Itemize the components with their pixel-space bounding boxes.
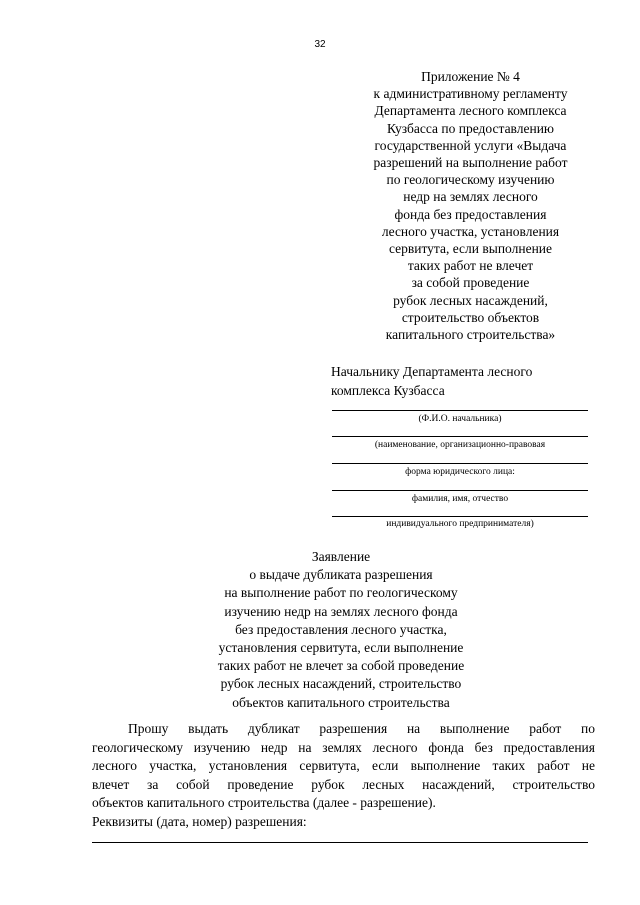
title-line: изучению недр на землях лесного фонда bbox=[224, 603, 458, 619]
appendix-line: Кузбасса по предоставлению bbox=[386, 120, 555, 136]
paragraph-line: объектов капитального строительства (далее - разрешение). bbox=[92, 795, 436, 810]
appendix-line: сервитута, если выполнение bbox=[388, 241, 553, 257]
field-caption: (Ф.И.О. начальника) bbox=[418, 414, 502, 424]
appendix-line: за собой проведение bbox=[411, 275, 530, 291]
organization-name-field[interactable] bbox=[332, 436, 588, 437]
paragraph-line: геологическому изучению недр на землях лесного фонда без предоставления bbox=[92, 739, 595, 755]
paragraph-line: влечет за собой проведение рубок лесных насаждений, строительство bbox=[92, 776, 595, 792]
head-name-field[interactable] bbox=[332, 410, 588, 411]
application-title bbox=[130, 548, 552, 712]
title-line: таких работ не влечет за собой проведение bbox=[217, 658, 465, 674]
full-name-field[interactable] bbox=[332, 490, 588, 491]
entrepreneur-field[interactable] bbox=[332, 516, 588, 517]
addressee-line: Начальнику Департамента лесного bbox=[331, 364, 533, 379]
title-line: на выполнение работ по геологическому bbox=[224, 585, 458, 601]
requisites-field[interactable] bbox=[92, 842, 588, 843]
appendix-line: по геологическому изучению bbox=[386, 172, 555, 188]
paragraph-line: Прошу выдать дубликат разрешения на выполнение работ по bbox=[128, 721, 595, 736]
appendix-line: недр на землях лесного bbox=[403, 189, 538, 205]
title-line: объектов капитального строительства bbox=[232, 694, 450, 710]
title-line: без предоставления лесного участка, bbox=[235, 621, 447, 637]
appendix-line: фонда без предоставления bbox=[394, 206, 547, 222]
addressee-block bbox=[331, 362, 532, 400]
field-caption: фамилия, имя, отчество bbox=[411, 494, 509, 504]
title-heading: Заявление bbox=[311, 549, 371, 564]
appendix-line: государственной услуги «Выдача bbox=[374, 137, 567, 153]
addressee-line: комплекса Кузбасса bbox=[331, 383, 445, 398]
appendix-line: капитального строительства» bbox=[385, 327, 556, 343]
appendix-title: Приложение № 4 bbox=[421, 69, 520, 84]
appendix-header bbox=[343, 68, 598, 343]
legal-form-field[interactable] bbox=[332, 463, 588, 464]
appendix-line: таких работ не влечет bbox=[407, 258, 534, 274]
appendix-line: строительство объектов bbox=[401, 309, 540, 325]
requisites-label: Реквизиты (дата, номер) разрешения: bbox=[92, 813, 307, 829]
page-number: 32 bbox=[314, 39, 326, 50]
field-caption: (наименование, организационно-правовая bbox=[374, 440, 546, 450]
appendix-line: лесного участка, установления bbox=[381, 223, 560, 239]
title-line: рубок лесных насаждений, строительство bbox=[220, 676, 462, 692]
title-line: установления сервитута, если выполнение bbox=[218, 640, 464, 656]
title-line: о выдаче дубликата разрешения bbox=[249, 567, 433, 583]
appendix-line: к административному регламенту bbox=[373, 86, 568, 102]
appendix-line: Департамента лесного комплекса bbox=[374, 103, 567, 119]
appendix-line: рубок лесных насаждений, bbox=[393, 292, 548, 308]
request-paragraph bbox=[92, 720, 595, 831]
appendix-line: разрешений на выполнение работ bbox=[373, 155, 568, 171]
paragraph-line: лесного участка, установления сервитута, если выполнение таких работ не bbox=[92, 758, 595, 773]
field-caption: форма юридического лица: bbox=[405, 467, 515, 477]
field-caption: индивидуального предпринимателя) bbox=[386, 519, 534, 529]
